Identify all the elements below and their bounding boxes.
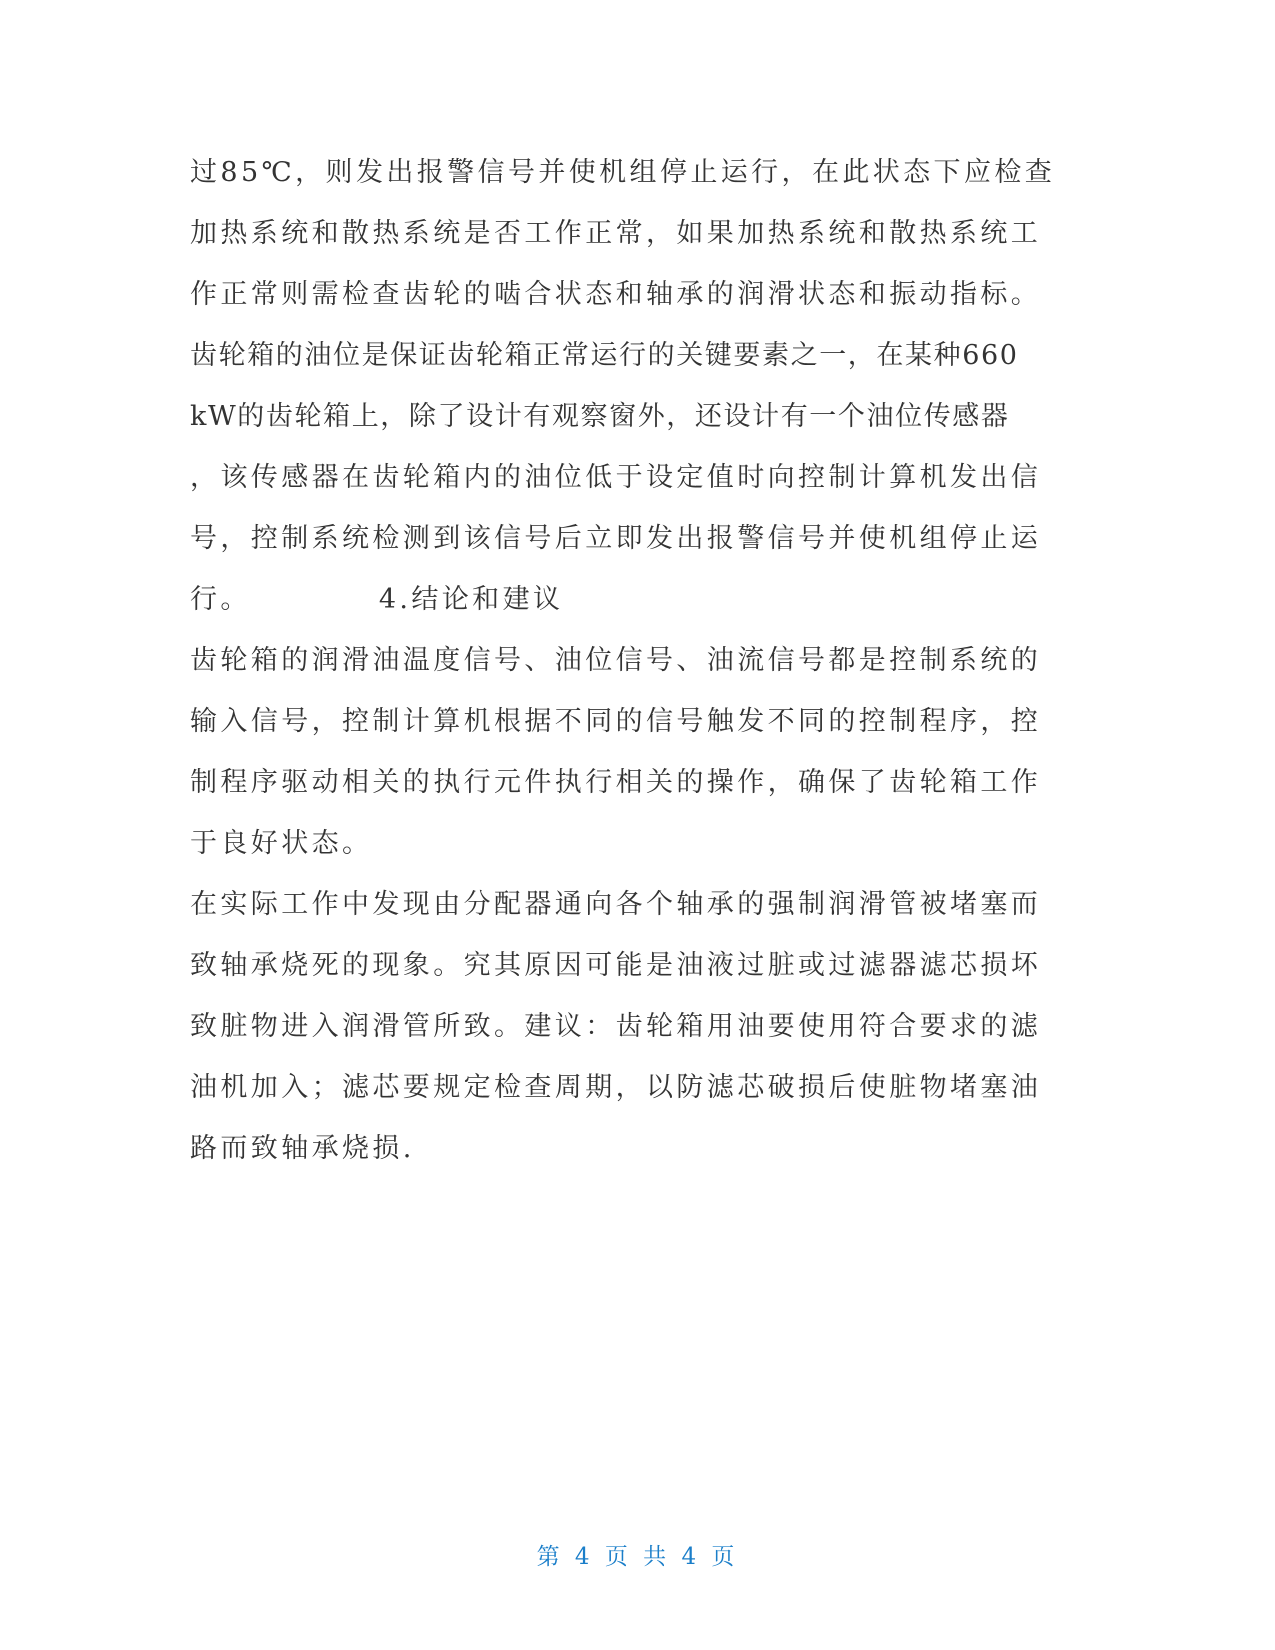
text-line: ，该传感器在齿轮箱内的油位低于设定值时向控制计算机发出信 [190,462,1042,493]
text-line: 齿轮箱的油位是保证齿轮箱正常运行的关键要素之一，在某种660 [190,340,1019,371]
text-line: 路而致轴承烧损. [190,1133,415,1164]
text-fragment: 行。 [190,584,251,615]
page-number: 第 4 页 共 4 页 [536,1544,739,1570]
text-line: 齿轮箱的润滑油温度信号、油位信号、油流信号都是控制系统的 [190,645,1042,676]
text-line-with-heading [190,569,1095,630]
text-line: 致脏物进入润滑管所致。建议：齿轮箱用油要使用符合要求的滤 [190,1011,1042,1042]
text-line: 制程序驱动相关的执行元件执行相关的操作，确保了齿轮箱工作 [190,767,1042,798]
section-heading: 4.结论和建议 [378,584,564,615]
text-line: 过85℃，则发出报警信号并使机组停止运行，在此状态下应检查 [190,157,1056,188]
text-line: 在实际工作中发现由分配器通向各个轴承的强制润滑管被堵塞而 [190,889,1042,920]
text-line: 输入信号，控制计算机根据不同的信号触发不同的控制程序，控 [190,706,1042,737]
text-line: kW的齿轮箱上，除了设计有观察窗外，还设计有一个油位传感器 [190,401,1010,432]
text-line: 于良好状态。 [190,828,373,859]
text-line: 作正常则需检查齿轮的啮合状态和轴承的润滑状态和振动指标。 [190,279,1042,310]
text-line: 油机加入；滤芯要规定检查周期，以防滤芯破损后使脏物堵塞油 [190,1072,1042,1103]
body-text [190,142,1095,1179]
text-line: 致轴承烧死的现象。究其原因可能是油液过脏或过滤器滤芯损坏 [190,950,1042,981]
text-line: 号，控制系统检测到该信号后立即发出报警信号并使机组停止运 [190,523,1042,554]
text-line: 加热系统和散热系统是否工作正常，如果加热系统和散热系统工 [190,218,1042,249]
